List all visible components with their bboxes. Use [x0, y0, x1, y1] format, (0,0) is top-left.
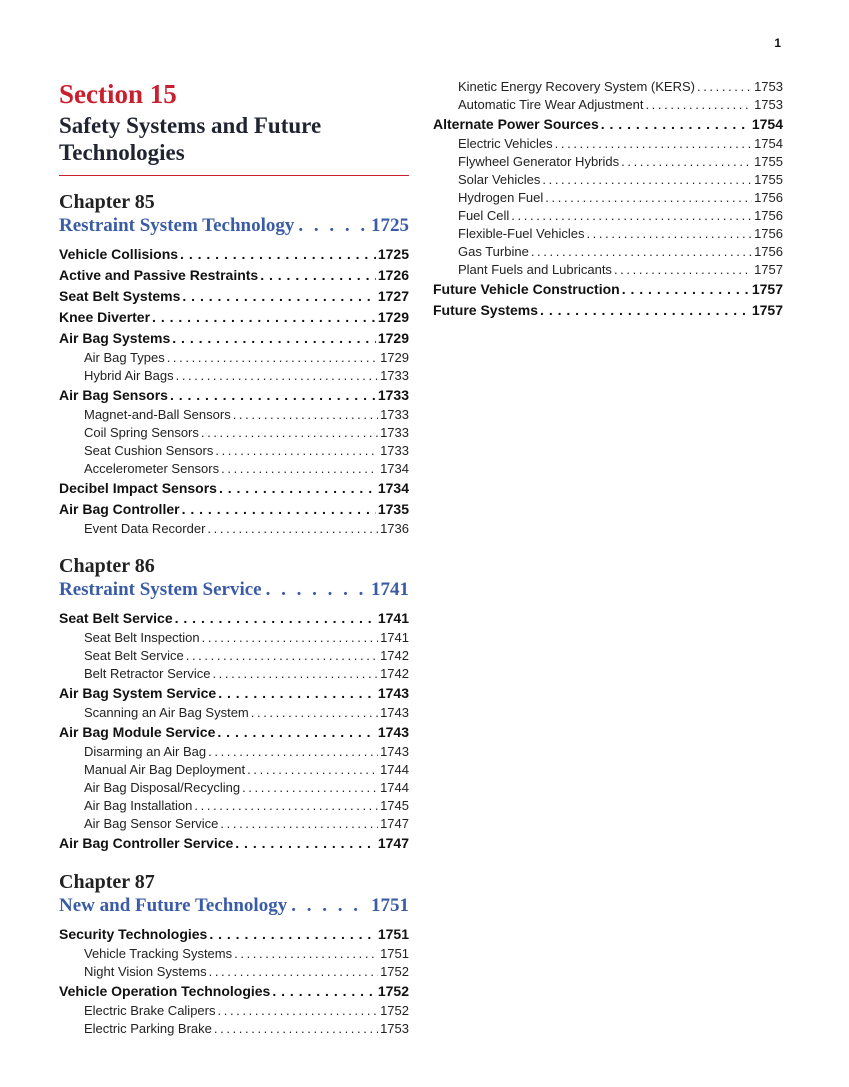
- toc-subentry[interactable]: [433, 78, 783, 96]
- toc-entry[interactable]: [59, 683, 409, 704]
- dot-leader: [214, 1020, 378, 1038]
- toc-entry-page: 1757: [751, 302, 783, 318]
- toc-entry-page: 1743: [377, 724, 409, 740]
- toc-subentry[interactable]: [59, 442, 409, 460]
- toc-entry[interactable]: [59, 722, 409, 743]
- dot-leader: [176, 367, 378, 385]
- dot-leader: [242, 779, 378, 797]
- toc-entry-page: 1756: [754, 226, 783, 241]
- toc-entry-page: 1752: [380, 964, 409, 979]
- toc-subentry[interactable]: [433, 207, 783, 225]
- toc-subentry[interactable]: [59, 424, 409, 442]
- toc-entry-page: 1752: [377, 983, 409, 999]
- toc-entry[interactable]: [433, 300, 783, 321]
- toc-entry-page: 1742: [380, 648, 409, 663]
- chapter-label: Chapter 86: [59, 555, 155, 577]
- toc-entry-label: Coil Spring Sensors: [84, 425, 199, 440]
- toc-entry-page: 1733: [380, 368, 409, 383]
- dot-leader: [545, 189, 752, 207]
- toc-entry-label: Decibel Impact Sensors: [59, 480, 217, 496]
- toc-subentry[interactable]: [59, 520, 409, 538]
- dot-leader: [186, 647, 378, 665]
- toc-entry-page: 1744: [380, 762, 409, 777]
- dot-leader: [291, 894, 367, 918]
- toc-entry-page: 1745: [380, 798, 409, 813]
- toc-entry[interactable]: [59, 924, 409, 945]
- chapter-page: 1725: [371, 215, 409, 236]
- toc-entry-label: Hydrogen Fuel: [458, 190, 544, 205]
- toc-subentry[interactable]: [59, 349, 409, 367]
- toc-entry-label: Kinetic Energy Recovery System (KERS): [458, 79, 695, 94]
- dot-leader: [175, 608, 376, 629]
- toc-entry-page: 1751: [380, 946, 409, 961]
- toc-entry-page: 1741: [377, 610, 409, 626]
- toc-entry-page: 1734: [377, 480, 409, 496]
- dot-leader: [272, 981, 375, 1002]
- toc-entry-page: 1755: [754, 172, 783, 187]
- toc-subentry[interactable]: [433, 171, 783, 189]
- toc-entry-page: 1757: [751, 281, 783, 297]
- dot-leader: [540, 300, 750, 321]
- toc-entry-page: 1754: [751, 116, 783, 132]
- chapter-label: Chapter 85: [59, 191, 155, 213]
- dot-leader: [511, 207, 752, 225]
- chapter-block: [59, 870, 409, 1038]
- toc-entry[interactable]: [59, 981, 409, 1002]
- toc-entry-page: 1753: [754, 79, 783, 94]
- toc-entry-label: Future Vehicle Construction: [433, 281, 620, 297]
- toc-entry[interactable]: [59, 499, 409, 520]
- toc-entry-label: Future Systems: [433, 302, 539, 318]
- toc-entry-label: Seat Belt Service: [59, 610, 173, 626]
- toc-entry-page: 1726: [377, 267, 409, 283]
- toc-entry-page: 1733: [380, 425, 409, 440]
- dot-leader: [235, 833, 376, 854]
- toc-entry-label: Seat Belt Inspection: [84, 630, 200, 645]
- toc-entry-page: 1744: [380, 780, 409, 795]
- continued-entry-list: [433, 78, 783, 321]
- dot-leader: [180, 244, 376, 265]
- dot-leader: [194, 797, 378, 815]
- toc-entry-label: Magnet-and-Ball Sensors: [84, 407, 231, 422]
- dot-leader: [217, 722, 375, 743]
- toc-entry-label: Night Vision Systems: [84, 964, 207, 979]
- toc-entry-page: 1736: [380, 521, 409, 536]
- toc-entry-label: Alternate Power Sources: [433, 116, 599, 132]
- toc-entry-page: 1741: [380, 630, 409, 645]
- toc-entry-page: 1756: [754, 190, 783, 205]
- toc-entry-label: Air Bag Systems: [59, 330, 171, 346]
- toc-entry[interactable]: [59, 265, 409, 286]
- dot-leader: [614, 261, 752, 279]
- chapter-title: New and Future Technology: [59, 895, 288, 916]
- toc-subentry[interactable]: [59, 945, 409, 963]
- toc-entry-label: Fuel Cell: [458, 208, 510, 223]
- toc-entry-label: Disarming an Air Bag: [84, 744, 207, 759]
- dot-leader: [298, 214, 367, 238]
- toc-entry-label: Accelerometer Sensors: [84, 461, 220, 476]
- toc-entry[interactable]: [59, 385, 409, 406]
- toc-entry-page: 1747: [377, 835, 409, 851]
- chapter-page: 1751: [371, 895, 409, 916]
- dot-leader: [170, 385, 376, 406]
- chapter-title: Restraint System Technology: [59, 215, 295, 236]
- dot-leader: [542, 171, 752, 189]
- toc-entry-label: Event Data Recorder: [84, 521, 206, 536]
- toc-entry-page: 1733: [380, 407, 409, 422]
- chapter-title: Restraint System Service: [59, 579, 262, 600]
- toc-subentry[interactable]: [433, 261, 783, 279]
- toc-entry-label: Gas Turbine: [458, 244, 529, 259]
- toc-entry-label: Security Technologies: [59, 926, 208, 942]
- toc-subentry[interactable]: [59, 367, 409, 385]
- toc-entry[interactable]: [59, 478, 409, 499]
- toc-subentry[interactable]: [433, 189, 783, 207]
- dot-leader: [622, 279, 750, 300]
- dot-leader: [251, 704, 378, 722]
- toc-entry-label: Vehicle Tracking Systems: [84, 946, 233, 961]
- toc-entry-page: 1755: [754, 154, 783, 169]
- toc-entry-page: 1743: [380, 744, 409, 759]
- dot-leader: [601, 114, 750, 135]
- toc-entry[interactable]: [59, 328, 409, 349]
- toc-entry-label: Air Bag Sensor Service: [84, 816, 219, 831]
- toc-subentry[interactable]: [59, 629, 409, 647]
- dot-leader: [209, 963, 378, 981]
- toc-subentry[interactable]: [59, 963, 409, 981]
- toc-entry-page: 1733: [380, 443, 409, 458]
- dot-leader: [697, 78, 752, 96]
- chapter-page: 1741: [371, 579, 409, 600]
- toc-entry-label: Air Bag Module Service: [59, 724, 216, 740]
- toc-entry-page: 1754: [754, 136, 783, 151]
- dot-leader: [182, 499, 376, 520]
- toc-entry-label: Scanning an Air Bag System: [84, 705, 249, 720]
- toc-subentry[interactable]: [433, 135, 783, 153]
- dot-leader: [621, 153, 752, 171]
- toc-entry-page: 1753: [754, 97, 783, 112]
- toc-entry-page: 1757: [754, 262, 783, 277]
- toc-entry-label: Seat Belt Service: [84, 648, 184, 663]
- section-title: Section 15: [59, 79, 177, 109]
- toc-subentry[interactable]: [59, 743, 409, 761]
- dot-leader: [202, 629, 378, 647]
- toc-entry-page: 1725: [377, 246, 409, 262]
- dot-leader: [167, 349, 378, 367]
- toc-entry-label: Air Bag Types: [84, 350, 165, 365]
- toc-entry-label: Knee Diverter: [59, 309, 151, 325]
- toc-subentry[interactable]: [433, 225, 783, 243]
- toc-entry-label: Active and Passive Restraints: [59, 267, 259, 283]
- toc-entry-page: 1743: [380, 705, 409, 720]
- toc-entry-page: 1735: [377, 501, 409, 517]
- dot-leader: [152, 307, 376, 328]
- toc-entry-page: 1752: [380, 1003, 409, 1018]
- toc-entry[interactable]: [433, 279, 783, 300]
- dot-leader: [218, 683, 376, 704]
- toc-subentry[interactable]: [59, 1002, 409, 1020]
- toc-entry-page: 1742: [380, 666, 409, 681]
- toc-entry-page: 1756: [754, 244, 783, 259]
- section-divider: [59, 175, 409, 176]
- toc-entry-label: Air Bag Installation: [84, 798, 193, 813]
- dot-leader: [209, 924, 376, 945]
- toc-entry-page: 1729: [377, 330, 409, 346]
- toc-subentry[interactable]: [59, 779, 409, 797]
- toc-subentry[interactable]: [433, 243, 783, 261]
- dot-leader: [234, 945, 378, 963]
- toc-entry-label: Air Bag Controller: [59, 501, 180, 517]
- toc-entry-page: 1733: [377, 387, 409, 403]
- toc-entry[interactable]: [59, 307, 409, 328]
- dot-leader: [215, 442, 378, 460]
- dot-leader: [266, 578, 367, 602]
- toc-subentry[interactable]: [59, 665, 409, 683]
- toc-entry-label: Electric Vehicles: [458, 136, 553, 151]
- chapter-block: [59, 190, 409, 538]
- toc-entry-page: 1734: [380, 461, 409, 476]
- toc-subentry[interactable]: [59, 647, 409, 665]
- toc-entry-page: 1729: [380, 350, 409, 365]
- toc-entry[interactable]: [59, 286, 409, 307]
- toc-entry-label: Plant Fuels and Lubricants: [458, 262, 612, 277]
- chapter-title-link[interactable]: [59, 214, 409, 238]
- toc-entry-page: 1727: [377, 288, 409, 304]
- toc-entry-label: Automatic Tire Wear Adjustment: [458, 97, 644, 112]
- toc-entry-label: Vehicle Operation Technologies: [59, 983, 271, 999]
- dot-leader: [201, 424, 378, 442]
- chapter-title-link[interactable]: [59, 578, 409, 602]
- dot-leader: [172, 328, 376, 349]
- toc-entry[interactable]: [433, 114, 783, 135]
- chapter-block: [59, 554, 409, 854]
- dot-leader: [531, 243, 752, 261]
- toc-entry-label: Air Bag System Service: [59, 685, 217, 701]
- toc-subentry[interactable]: [59, 406, 409, 424]
- toc-entry-label: Flexible-Fuel Vehicles: [458, 226, 585, 241]
- dot-leader: [219, 478, 376, 499]
- dot-leader: [221, 460, 378, 478]
- toc-entry[interactable]: [59, 833, 409, 854]
- chapter-title-link[interactable]: [59, 894, 409, 918]
- toc-subentry[interactable]: [59, 797, 409, 815]
- page-number: 1: [774, 36, 781, 50]
- toc-entry-label: Air Bag Sensors: [59, 387, 168, 403]
- toc-entry-label: Electric Brake Calipers: [84, 1003, 216, 1018]
- toc-entry-label: Air Bag Controller Service: [59, 835, 234, 851]
- toc-subentry[interactable]: [433, 153, 783, 171]
- dot-leader: [208, 743, 378, 761]
- dot-leader: [218, 1002, 379, 1020]
- dot-leader: [220, 815, 378, 833]
- toc-entry-page: 1751: [377, 926, 409, 942]
- toc-subentry[interactable]: [59, 761, 409, 779]
- toc-entry-page: 1747: [380, 816, 409, 831]
- toc-subentry[interactable]: [59, 1020, 409, 1038]
- toc-entry-label: Solar Vehicles: [458, 172, 541, 187]
- toc-subentry[interactable]: [59, 815, 409, 833]
- toc-entry-label: Vehicle Collisions: [59, 246, 179, 262]
- toc-entry-label: Seat Belt Systems: [59, 288, 181, 304]
- toc-entry-page: 1729: [377, 309, 409, 325]
- section-subtitle: Safety Systems and Future Technologies: [59, 113, 322, 165]
- toc-entry[interactable]: [59, 608, 409, 629]
- toc-entry-label: Air Bag Disposal/Recycling: [84, 780, 241, 795]
- left-column: [59, 78, 409, 1054]
- toc-entry[interactable]: [59, 244, 409, 265]
- toc-entry-label: Flywheel Generator Hybrids: [458, 154, 620, 169]
- dot-leader: [260, 265, 376, 286]
- toc-subentry[interactable]: [433, 96, 783, 114]
- dot-leader: [212, 665, 378, 683]
- dot-leader: [207, 520, 378, 538]
- dot-leader: [645, 96, 752, 114]
- dot-leader: [586, 225, 752, 243]
- toc-entry-page: 1756: [754, 208, 783, 223]
- chapter-list: [59, 190, 409, 1038]
- chapter-label: Chapter 87: [59, 871, 155, 893]
- toc-entry-label: Seat Cushion Sensors: [84, 443, 214, 458]
- dot-leader: [233, 406, 378, 424]
- dot-leader: [247, 761, 378, 779]
- toc-entry-label: Belt Retractor Service: [84, 666, 211, 681]
- toc-entry-page: 1753: [380, 1021, 409, 1036]
- toc-entry-label: Electric Parking Brake: [84, 1021, 212, 1036]
- toc-subentry[interactable]: [59, 460, 409, 478]
- toc-entry-label: Manual Air Bag Deployment: [84, 762, 246, 777]
- dot-leader: [555, 135, 752, 153]
- right-column: [433, 78, 783, 321]
- toc-entry-label: Hybrid Air Bags: [84, 368, 174, 383]
- toc-entry-page: 1743: [377, 685, 409, 701]
- toc-subentry[interactable]: [59, 704, 409, 722]
- dot-leader: [182, 286, 375, 307]
